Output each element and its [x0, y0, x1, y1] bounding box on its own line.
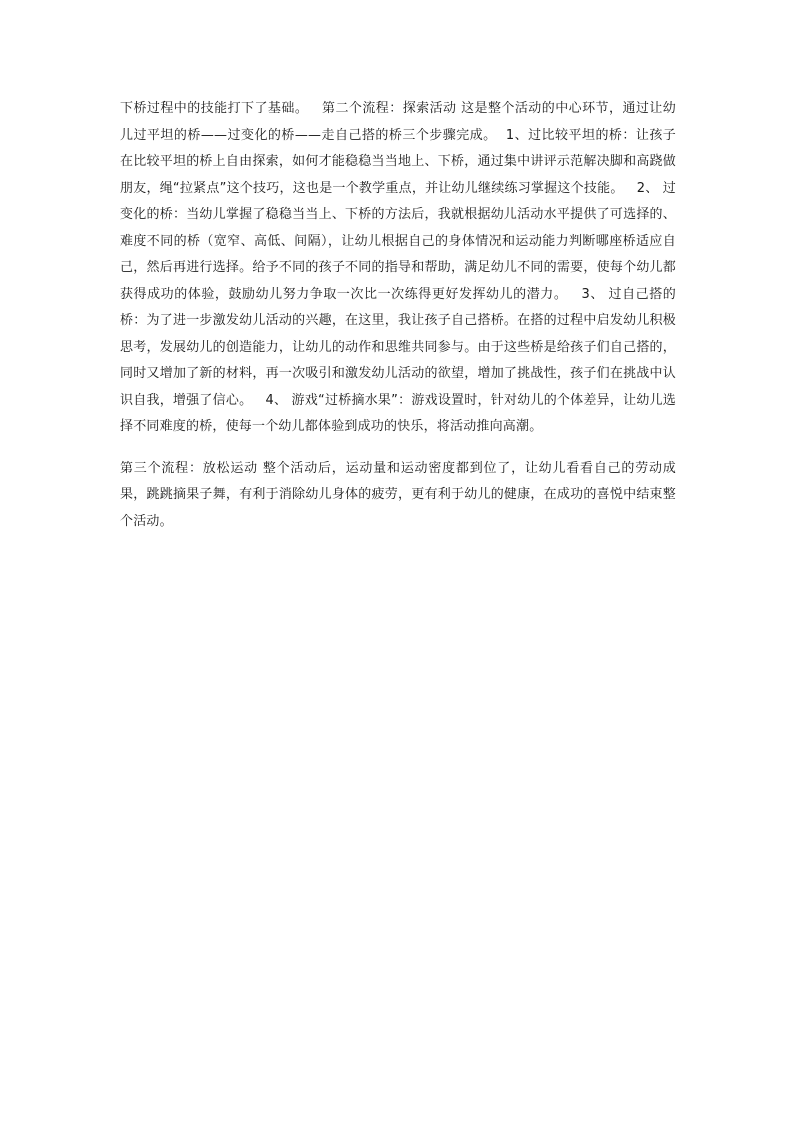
- paragraph-segment: 第二个流程：探索活动 这是整个活动的中心环节，通过让幼儿过平坦的桥——过变化的桥——走自己搭的桥三个步骤完成。: [120, 101, 676, 143]
- paragraph-segment: 3、 过自己搭的桥：为了进一步激发幼儿活动的兴趣，在这里，我让孩子自己搭桥。在搭的过程中启发幼儿积极思考，发展幼儿的创造能力，让幼儿的动作和思维共同参与。由于这些桥是给孩子们自己搭的，同时又增加了新的材料，再一次吸引和激发幼儿活动的欲望，增加了挑战性，孩子们在挑战中认识自我，增强了信心。: [120, 286, 676, 408]
- paragraph-segment: 4、 游戏“过桥摘水果”：游戏设置时，针对幼儿的个体差异，让幼儿选择不同难度的桥，使每一个幼儿都体验到成功的快乐，将活动推向高潮。: [120, 392, 676, 434]
- paragraph-segment: 2、 过变化的桥：当幼儿掌握了稳稳当当上、下桥的方法后，我就根据幼儿活动水平提供了可选择的、难度不同的桥（宽窄、高低、间隔），让幼儿根据自己的身体情况和运动能力判断哪座桥适应自己，然后再进行选择。给予不同的孩子不同的指导和帮助，满足幼儿不同的需要，使每个幼儿都获得成功的体验，鼓励幼儿努力争取一次比一次练得更好发挥幼儿的潜力。: [120, 180, 676, 302]
- paragraph-segment: 下桥过程中的技能打下了基础。: [120, 101, 309, 116]
- paragraph-relax-activity: [120, 456, 676, 536]
- paragraph-segment: 1、过比较平坦的桥：让孩子在比较平坦的桥上自由探索，如何才能稳稳当当地上、下桥，通过集中讲评示范解决脚和高跷做朋友，绳“拉紧点”这个技巧，这也是一个教学重点，并让幼儿继续练习掌握这个技能。: [120, 127, 676, 196]
- paragraph-segment: 第三个流程：放松运动 整个活动后，运动量和运动密度都到位了，让幼儿看看自己的劳动成果，跳跳摘果子舞，有利于消除幼儿身体的疲劳，更有利于幼儿的健康，在成功的喜悦中结束整个活动。: [120, 460, 676, 529]
- document-body: [120, 96, 676, 535]
- paragraph-explore-activity: [120, 96, 676, 441]
